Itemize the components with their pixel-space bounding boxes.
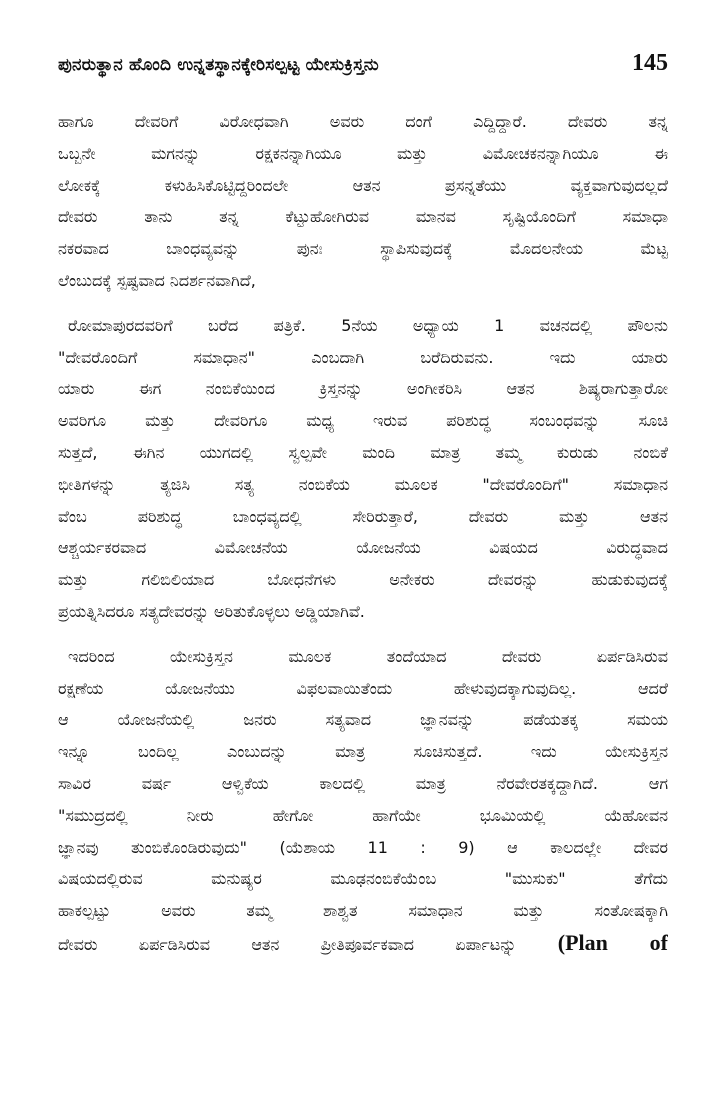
text-line-final [58, 927, 668, 959]
text-line: ರೋಮಾಪುರದವರಿಗೆ ಬರೆದ ಪತ್ರಿಕೆ. 5ನೆಯ ಅಧ್ಯಾಯ 1 ವಚನದಲ್ಲಿ ಪೌಲನು [68, 315, 668, 335]
text-line: ಜ್ಞಾನವು ತುಂಬಿಕೊಂಡಿರುವುದು" (ಯೆಶಾಯ 11 : 9) ಆ ಕಾಲದಲ್ಲೇ ದೇವರ [58, 837, 668, 857]
text-line: ಲೆಂಬುದಕ್ಕೆ ಸ್ಪಷ್ಟವಾದ ನಿದರ್ಶನವಾಗಿದೆ, [58, 270, 256, 290]
text-line: ಆ ಯೋಜನೆಯಲ್ಲಿ ಜನರು ಸತ್ಯವಾದ ಜ್ಞಾನವನ್ನು ಪಡೆಯತಕ್ಕ ಸಮಯ [58, 710, 668, 730]
text-line: ದೇವರು ತಾನು ತನ್ನ ಕೆಟ್ಟುಹೋಗಿರುವ ಮಾನವ ಸೃಷ್ಟಿಯೊಂದಿಗೆ ಸಮಾಧಾ [58, 207, 668, 227]
text-line: ಇನ್ನೂ ಬಂದಿಲ್ಲ ಎಂಬುದನ್ನು ಮಾತ್ರ ಸೂಚಿಸುತ್ತದೆ. ಇದು ಯೇಸುಕ್ರಿಸ್ತನ [58, 742, 668, 762]
text-line: ಯಾರು ಈಗ ನಂಬಿಕೆಯಿಂದ ಕ್ರಿಸ್ತನನ್ನು ಅಂಗೀಕರಿಸಿ ಆತನ ಶಿಷ್ಯರಾಗುತ್ತಾರೋ [58, 379, 668, 399]
text-line: ಸುತ್ತದೆ, ಈಗಿನ ಯುಗದಲ್ಲಿ ಸ್ವಲ್ಪವೇ ಮಂದಿ ಮಾತ್ರ ತಮ್ಮ ಕುರುಡು ನಂಬಿಕೆ [58, 442, 668, 462]
final-line-kannada: ದೇವರು ಏರ್ಪಡಿಸಿರುವ ಆತನ ಪ್ರೀತಿಪೂರ್ವಕವಾದ ಏರ್ಪಾಟನ್ನು [58, 934, 517, 954]
text-line: ಲೋಕಕ್ಕೆ ಕಳುಹಿಸಿಕೊಟ್ಟಿದ್ದರಿಂದಲೇ ಆತನ ಪ್ರಸನ್ನತೆಯು ವ್ಯಕ್ತವಾಗುವುದಲ್ಲದೆ [58, 175, 668, 195]
text-line: ಭೀತಿಗಳನ್ನು ತ್ಯಜಿಸಿ ಸತ್ಯ ನಂಬಿಕೆಯ ಮೂಲಕ "ದೇವರೊಂದಿಗೆ" ಸಮಾಧಾನ [58, 474, 668, 494]
paragraph-2 [58, 310, 668, 628]
text-line: ನಕರವಾದ ಬಾಂಧವ್ಯವನ್ನು ಪುನಃ ಸ್ಥಾಪಿಸುವುದಕ್ಕೆ ಮೊದಲನೇಯ ಮೆಟ್ಟ [58, 239, 668, 259]
text-line: ಹಾಗೂ ದೇವರಿಗೆ ವಿರೋಧವಾಗಿ ಅವರು ದಂಗೆ ಎದ್ದಿದ್ದಾರೆ. ದೇವರು ತನ್ನ [58, 112, 668, 131]
page-number: 145 [632, 50, 668, 76]
text-line: ಆಶ್ಚರ್ಯಕರವಾದ ವಿಮೋಚನೆಯ ಯೋಜನೆಯ ವಿಷಯದ ವಿರುದ್ಧವಾದ [58, 538, 668, 558]
running-title: ಪುನರುತ್ಥಾನ ಹೊಂದಿ ಉನ್ನತಸ್ಥಾನಕ್ಕೇರಿಸಲ್ಪಟ್ಟ ಯೇಸುಕ್ರಿಸ್ತನು [58, 55, 379, 75]
text-line: ವಿಷಯದಲ್ಲಿರುವ ಮನುಷ್ಯರ ಮೂಢನಂಬಿಕೆಯೆಂಬ "ಮುಸುಕು" ತೆಗೆದು [58, 869, 668, 889]
text-line: ಹಾಕಲ್ಪಟ್ಟು ಅವರು ತಮ್ಮ ಶಾಶ್ವತ ಸಮಾಧಾನ ಮತ್ತು ಸಂತೋಷಕ್ಕಾಗಿ [58, 901, 668, 921]
text-line: ವೆಂಬ ಪರಿಶುದ್ಧ ಬಾಂಧವ್ಯದಲ್ಲಿ ಸೇರಿರುತ್ತಾರೆ, ದೇವರು ಮತ್ತು ಆತನ [58, 506, 668, 526]
text-line: "ದೇವರೊಂದಿಗೆ ಸಮಾಧಾನ" ಎಂಬದಾಗಿ ಬರೆದಿರುವನು. ಇದು ಯಾರು [58, 347, 668, 367]
paragraph-1 [58, 106, 668, 297]
text-line: ಒಬ್ಬನೇ ಮಗನನ್ನು ರಕ್ಷಕನನ್ನಾಗಿಯೂ ಮತ್ತು ವಿಮೋಚಕನನ್ನಾಗಿಯೂ ಈ [58, 143, 668, 163]
paragraph-3 [58, 641, 668, 959]
text-line: ಸಾವಿರ ವರ್ಷ ಆಳ್ವಿಕೆಯ ಕಾಲದಲ್ಲಿ ಮಾತ್ರ ನೆರವೇರತಕ್ಕದ್ದಾಗಿದೆ. ಆಗ [58, 773, 668, 793]
text-line: ರಕ್ಷಣೆಯ ಯೋಜನೆಯು ವಿಫಲವಾಯಿತೆಂದು ಹೇಳುವುದಕ್ಕಾಗುವುದಿಲ್ಲ. ಆದರೆ [58, 678, 668, 698]
text-line: ಮತ್ತು ಗಲಿಬಿಲಿಯಾದ ಬೋಧನೆಗಳು ಅನೇಕರು ದೇವರನ್ನು ಹುಡುಕುವುದಕ್ಕೆ [58, 570, 668, 590]
running-head [58, 50, 668, 86]
final-line-latin: (Plan of [557, 929, 668, 955]
text-line: ಪ್ರಯತ್ನಿಸಿದರೂ ಸತ್ಯದೇವರನ್ನು ಅರಿತುಕೊಳ್ಳಲು ಅಡ್ಡಿಯಾಗಿವೆ. [58, 601, 365, 621]
text-line: ಅವರಿಗೂ ಮತ್ತು ದೇವರಿಗೂ ಮಧ್ಯ ಇರುವ ಪರಿಶುದ್ಧ ಸಂಬಂಧವನ್ನು ಸೂಚಿ [58, 411, 668, 431]
text-line: "ಸಮುದ್ರದಲ್ಲಿ ನೀರು ಹೇಗೋ ಹಾಗೆಯೇ ಭೂಮಿಯಲ್ಲಿ ಯೆಹೋವನ [58, 805, 668, 825]
text-line: ಇದರಿಂದ ಯೇಸುಕ್ರಿಸ್ತನ ಮೂಲಕ ತಂದೆಯಾದ ದೇವರು ಏರ್ಪಡಿಸಿರುವ [68, 646, 668, 666]
